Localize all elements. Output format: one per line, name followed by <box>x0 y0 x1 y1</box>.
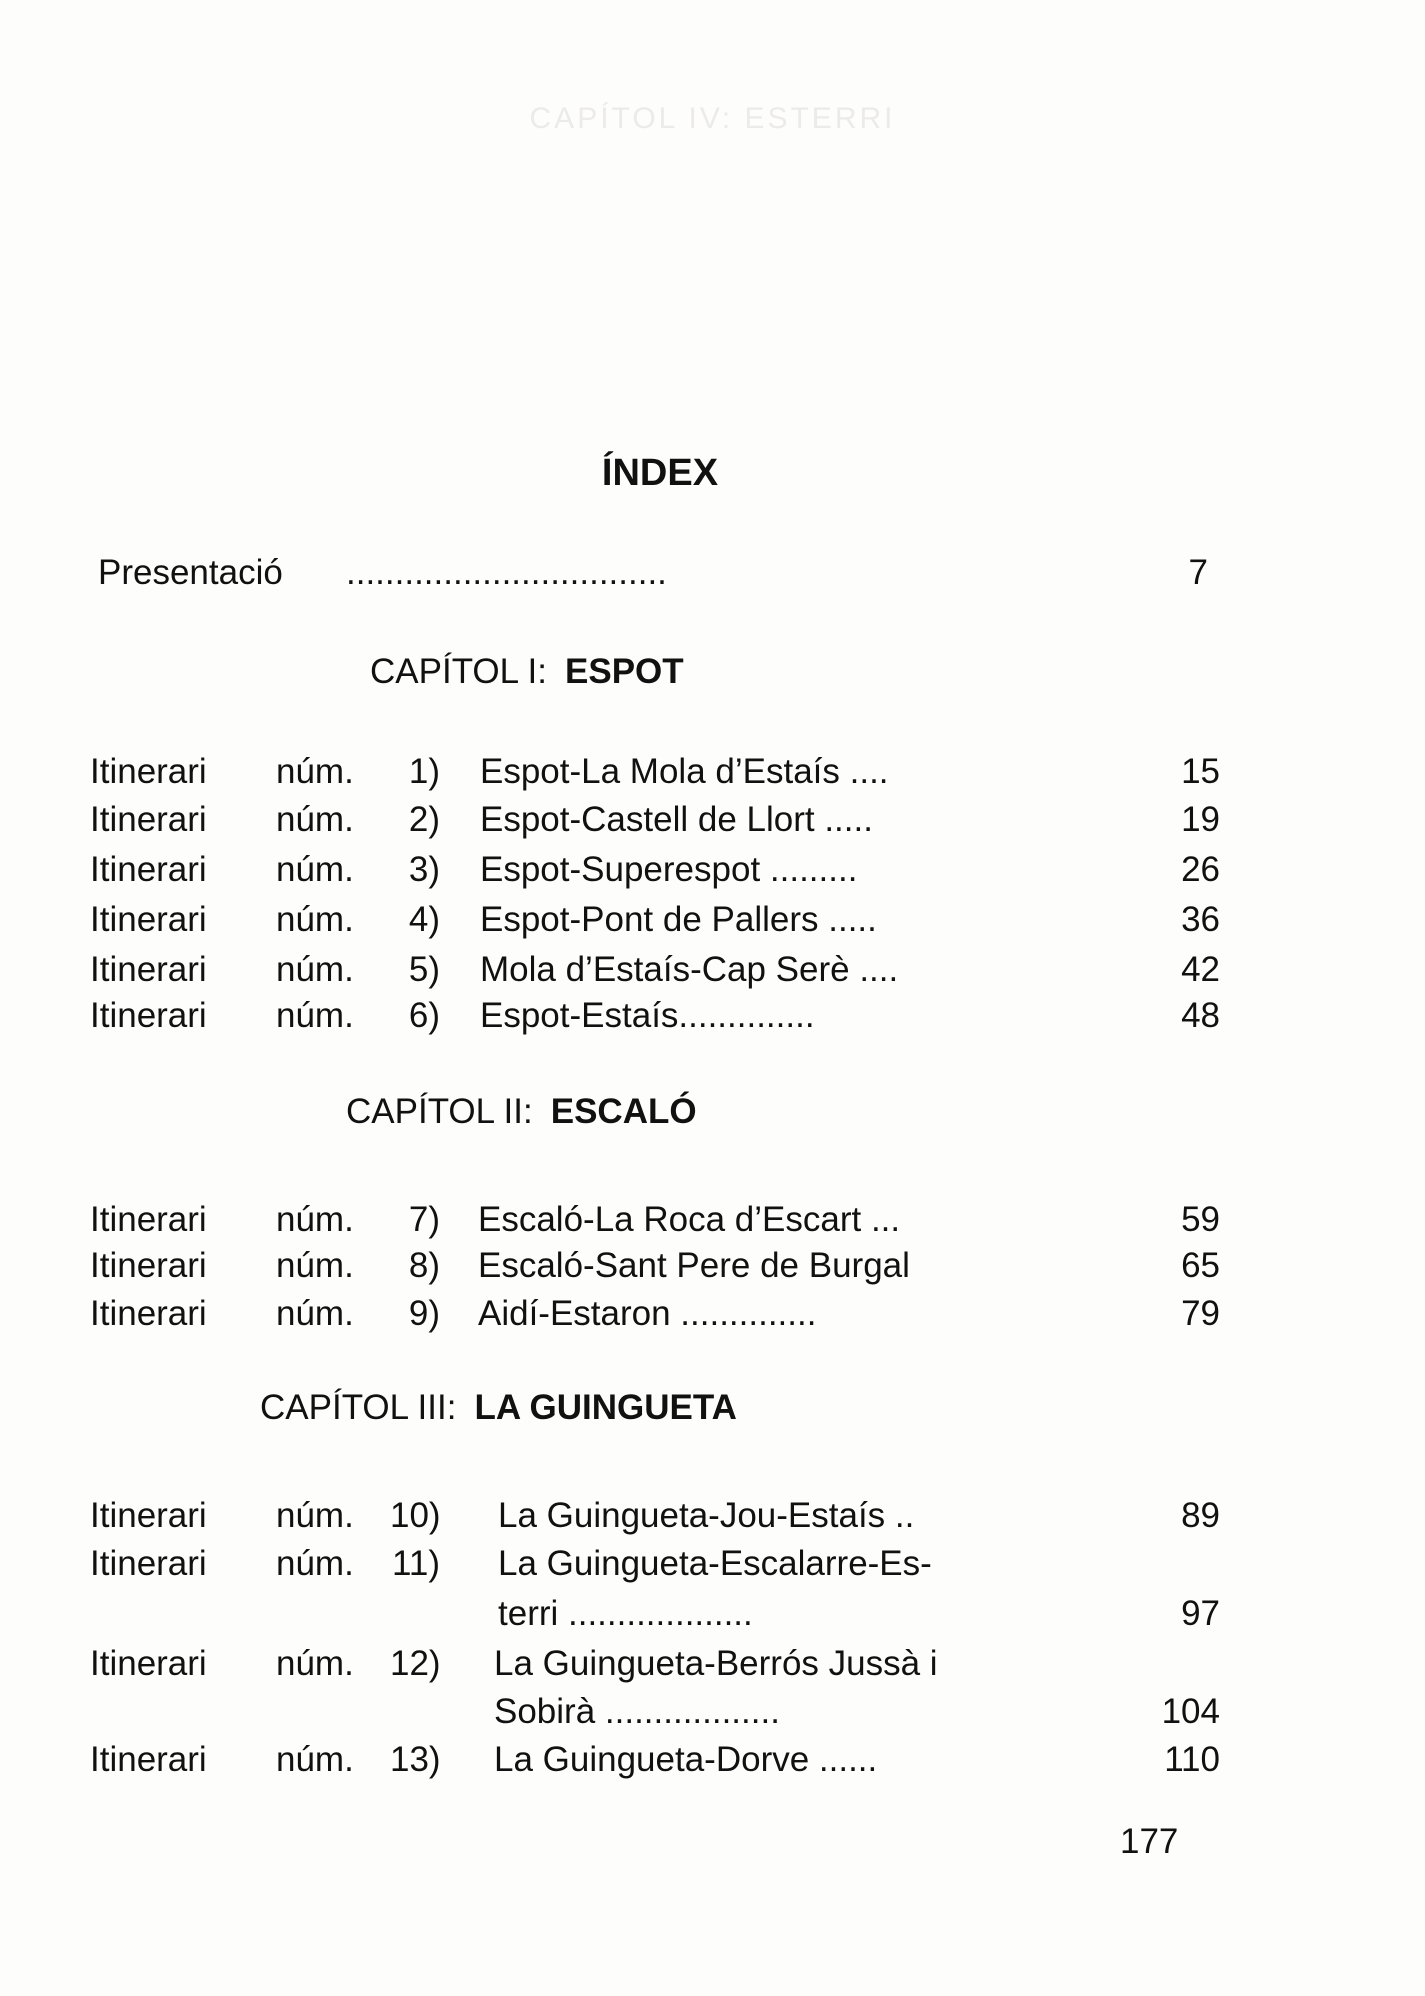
toc-row-index: 3) <box>408 850 440 889</box>
toc-row-title: La Guingueta-Berrós Jussà i <box>494 1644 938 1683</box>
toc-row <box>90 1242 1220 1290</box>
toc-row <box>90 1736 1220 1784</box>
toc-row-num: núm. <box>276 1544 354 1583</box>
toc-row-index: 10) <box>390 1496 441 1535</box>
toc-row-index: 4) <box>408 900 440 939</box>
toc-row <box>90 896 1220 944</box>
chapter-label: CAPÍTOL I: <box>370 652 547 691</box>
toc-row-num: núm. <box>276 752 354 791</box>
chapter-label: CAPÍTOL III: <box>260 1388 457 1427</box>
toc-row-label: Itinerari <box>90 1740 207 1779</box>
presentation-page: 7 <box>1188 553 1208 592</box>
chapter-name: LA GUINGUETA <box>474 1388 737 1427</box>
toc-row-title: Mola d’Estaís-Cap Serè .... <box>480 950 899 989</box>
toc-row-page: 104 <box>1161 1692 1220 1731</box>
toc-row-num: núm. <box>276 1294 354 1333</box>
toc-row-index: 9) <box>408 1294 440 1333</box>
index-heading: ÍNDEX <box>601 452 719 494</box>
chapter-name: ESCALÓ <box>550 1092 697 1131</box>
toc-row-label: Itinerari <box>90 996 207 1035</box>
toc-row-title: Espot-Castell de Llort ..... <box>480 800 873 839</box>
toc-row-page: 59 <box>1181 1200 1220 1239</box>
toc-row-page: 48 <box>1181 996 1220 1035</box>
toc-row-num: núm. <box>276 900 354 939</box>
toc-row-label: Itinerari <box>90 1294 207 1333</box>
toc-row-label: Itinerari <box>90 800 207 839</box>
presentation-dots: ................................. <box>346 553 667 592</box>
presentation-entry <box>98 548 1208 598</box>
toc-row-title: Espot-Pont de Pallers ..... <box>480 900 877 939</box>
toc-row <box>90 748 1220 796</box>
page-number: 177 <box>1120 1822 1179 1861</box>
toc-row-label: Itinerari <box>90 1544 207 1583</box>
toc-row-index: 2) <box>408 800 440 839</box>
toc-row-title: terri ................... <box>498 1594 753 1633</box>
toc-row <box>90 846 1220 894</box>
toc-row-page: 110 <box>1164 1740 1220 1779</box>
chapter-name: ESPOT <box>565 652 684 691</box>
toc-row <box>90 992 1220 1040</box>
chapter-label: CAPÍTOL II: <box>346 1092 533 1131</box>
toc-row <box>90 1540 1220 1588</box>
toc-row-title: Aidí-Estaron .............. <box>478 1294 817 1333</box>
toc-row-title: Espot-Superespot ......... <box>480 850 858 889</box>
toc-row-page: 89 <box>1181 1496 1220 1535</box>
toc-row-label: Itinerari <box>90 1644 207 1683</box>
toc-row-index: 6) <box>408 996 440 1035</box>
bleed-through-text: CAPÍTOL IV: ESTERRI <box>529 102 896 135</box>
toc-row-label: Itinerari <box>90 850 207 889</box>
toc-row-index: 7) <box>408 1200 440 1239</box>
toc-row-num: núm. <box>276 800 354 839</box>
toc-row-label: Itinerari <box>90 1200 207 1239</box>
toc-row-num: núm. <box>276 1644 354 1683</box>
toc-row-num: núm. <box>276 1200 354 1239</box>
toc-row-page: 36 <box>1181 900 1220 939</box>
toc-row-title: Escaló-Sant Pere de Burgal <box>478 1246 910 1285</box>
toc-row <box>90 1492 1220 1540</box>
toc-row-title: La Guingueta-Dorve ...... <box>494 1740 878 1779</box>
chapter-heading-1 <box>370 652 684 692</box>
toc-row-title: Espot-Estaís.............. <box>480 996 815 1035</box>
toc-row-continuation <box>90 1688 1220 1736</box>
toc-row-num: núm. <box>276 996 354 1035</box>
toc-row-index: 13) <box>390 1740 441 1779</box>
toc-row-index: 11) <box>392 1544 440 1583</box>
toc-row-num: núm. <box>276 950 354 989</box>
toc-row-num: núm. <box>276 1246 354 1285</box>
toc-row-index: 12) <box>390 1644 441 1683</box>
toc-row <box>90 796 1220 844</box>
toc-row-page: 15 <box>1181 752 1220 791</box>
chapter-heading-2 <box>346 1092 697 1132</box>
toc-row-label: Itinerari <box>90 900 207 939</box>
toc-row-index: 8) <box>408 1246 440 1285</box>
toc-row-continuation <box>90 1590 1220 1638</box>
chapter-heading-3 <box>260 1388 737 1428</box>
toc-row-page: 65 <box>1181 1246 1220 1285</box>
toc-row-num: núm. <box>276 850 354 889</box>
toc-row-label: Itinerari <box>90 950 207 989</box>
toc-row <box>90 1196 1220 1244</box>
toc-row-title: Sobirà .................. <box>494 1692 780 1731</box>
toc-row <box>90 1290 1220 1338</box>
toc-row-label: Itinerari <box>90 1246 207 1285</box>
toc-row-title: Escaló-La Roca d’Escart ... <box>478 1200 901 1239</box>
toc-row-page: 19 <box>1181 800 1220 839</box>
toc-row-index: 5) <box>408 950 440 989</box>
toc-row-title: La Guingueta-Escalarre-Es- <box>498 1544 932 1583</box>
presentation-label: Presentació <box>98 553 283 592</box>
toc-row-page: 79 <box>1181 1294 1220 1333</box>
toc-row-num: núm. <box>276 1496 354 1535</box>
toc-row-title: La Guingueta-Jou-Estaís .. <box>498 1496 915 1535</box>
toc-row-index: 1) <box>408 752 440 791</box>
toc-row-page: 97 <box>1181 1594 1220 1633</box>
toc-row <box>90 1640 1220 1688</box>
toc-row-num: núm. <box>276 1740 354 1779</box>
toc-row <box>90 946 1220 994</box>
toc-row-page: 42 <box>1181 950 1220 989</box>
toc-row-page: 26 <box>1181 850 1220 889</box>
toc-row-title: Espot-La Mola d’Estaís .... <box>480 752 889 791</box>
toc-row-label: Itinerari <box>90 752 207 791</box>
toc-row-label: Itinerari <box>90 1496 207 1535</box>
